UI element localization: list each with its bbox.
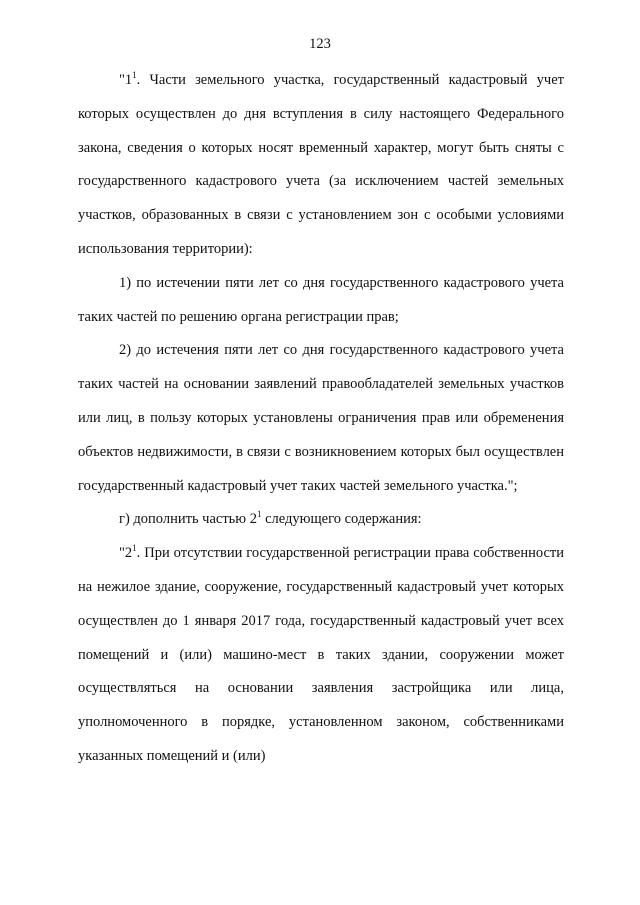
amendment-instruction <box>78 503 564 537</box>
paragraph-part-1-1 <box>78 64 564 267</box>
document-body <box>78 64 564 774</box>
paragraph-text: . Части земельного участка, государственный кадастровый учет которых осуществлен до дня вступления в силу настоящего Федерального закона, сведения о которых носят временный характер, могут быть сняты с государственного кадастрового учета (за исключением частей земельных участков, образованных в связи с установлением зон с особыми условиями использования территории): <box>78 72 564 257</box>
paragraph-text: . При отсутствии государственной регистрации права собственности на нежилое здание, сооружение, государственный кадастровый учет которых осуществлен до 1 января 2017 года, государственный кадастровый учет всех помещений и (или) машино-мест в таких здании, сооружении может осуществляться на основании заявления застройщика или лица, уполномоченного в порядке, установленном законом, собственниками указанных помещений и (или) <box>78 545 564 764</box>
paragraph-prefix: г) дополнить частью 2 <box>119 511 257 528</box>
superscript-index: 1 <box>132 70 137 80</box>
paragraph-text: следующего содержания: <box>261 511 422 528</box>
superscript-index: 1 <box>132 543 137 554</box>
paragraph-text: 1) по истечении пяти лет со дня государственного кадастрового учета таких частей по решению органа регистрации прав; <box>78 274 564 325</box>
paragraph-prefix: "2 <box>119 545 133 562</box>
superscript-index: 1 <box>257 509 262 520</box>
paragraph-prefix: "1 <box>119 72 133 88</box>
list-item-2 <box>78 334 564 503</box>
paragraph-text: 2) до истечения пяти лет со дня государственного кадастрового учета таких частей на основании заявлений правообладателей земельных участков или лиц, в пользу которых установлены ограничения прав или обременения объектов недвижимости, в связи с возникновением которых был осуществлен государственный кадастровый учет таких частей земельного участка."; <box>78 342 564 494</box>
paragraph-part-2-1 <box>78 537 564 774</box>
page-number: 123 <box>309 36 331 52</box>
list-item-1 <box>78 267 564 335</box>
